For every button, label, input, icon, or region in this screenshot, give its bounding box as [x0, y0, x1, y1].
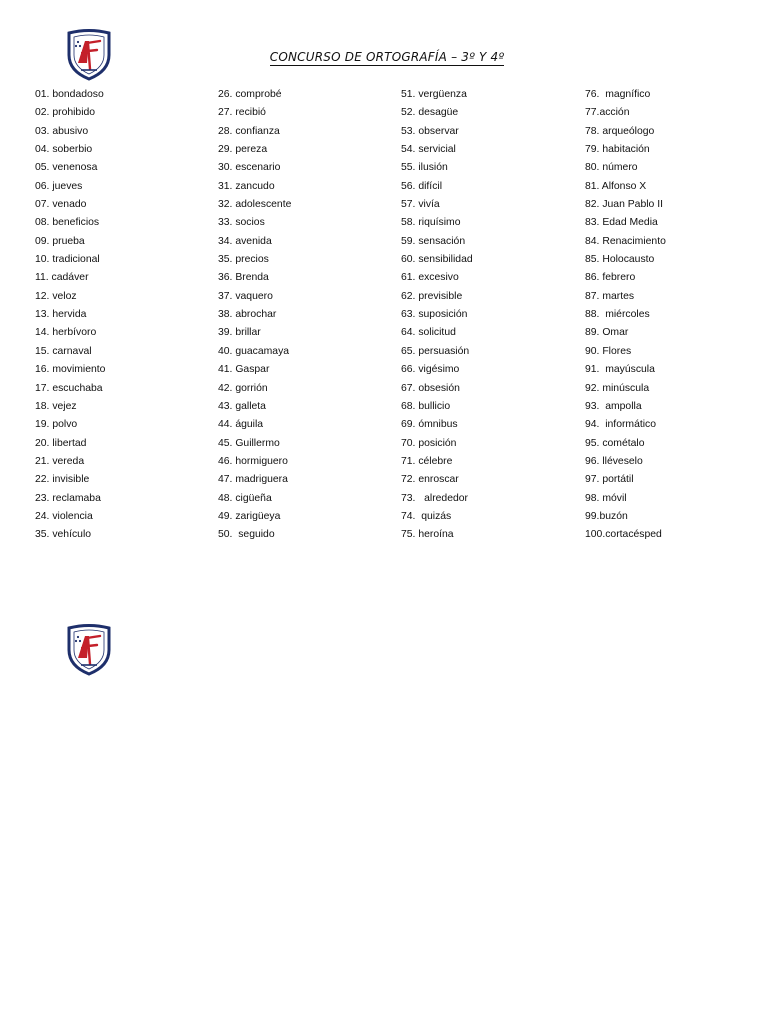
school-crest-icon — [66, 624, 112, 676]
word-list-item: 34. avenida — [218, 235, 272, 247]
word-list-item: 14. herbívoro — [35, 327, 97, 339]
word-list-item: 68. bullicio — [401, 400, 451, 412]
word-list-item: 18. vejez — [35, 400, 77, 412]
word-list-item: 21. vereda — [35, 455, 85, 467]
word-list-item: 91. mayúscula — [585, 364, 655, 376]
word-list-item: 94. informático — [585, 419, 657, 431]
word-list-item: 95. cométalo — [585, 437, 645, 449]
word-list-item: 72. enroscar — [401, 474, 459, 486]
word-list-item: 56. difícil — [401, 180, 443, 192]
word-list-item: 27. recibió — [218, 107, 266, 119]
word-list-column-4 — [585, 86, 666, 545]
word-list-item: 78. arqueólogo — [585, 125, 655, 137]
word-list-item: 67. obsesión — [401, 382, 460, 394]
word-list-item: 43. galleta — [218, 400, 266, 412]
word-list-item: 79. habitación — [585, 144, 650, 156]
word-list-item: 12. veloz — [35, 290, 77, 302]
word-list-item: 69. ómnibus — [401, 419, 458, 431]
school-crest-svg — [66, 624, 112, 676]
word-list-item: 38. abrochar — [218, 309, 277, 321]
word-list-item: 84. Renacimiento — [585, 235, 666, 247]
word-list-item: 41. Gaspar — [218, 364, 270, 376]
word-list-item: 85. Holocausto — [585, 254, 655, 266]
word-list-item: 89. Omar — [585, 327, 629, 339]
word-list-item: 07. venado — [35, 199, 87, 211]
word-list-item: 03. abusivo — [35, 125, 89, 137]
word-list-item: 87. martes — [585, 290, 635, 302]
word-list-item: 10. tradicional — [35, 254, 100, 266]
word-list-item: 55. ilusión — [401, 162, 448, 174]
word-list-item: 92. minúscula — [585, 382, 650, 394]
word-list-item: 58. riquísimo — [401, 217, 461, 229]
word-list-item: 57. vivía — [401, 199, 440, 211]
word-list-item: 46. hormiguero — [218, 455, 288, 467]
word-list-item: 99.buzón — [585, 510, 628, 522]
word-list-item: 73. alrededor — [401, 492, 469, 504]
word-list-item: 42. gorrión — [218, 382, 268, 394]
word-list-item: 32. adolescente — [218, 199, 292, 211]
word-list-item: 06. jueves — [35, 180, 83, 192]
word-list-item: 96. lléveselo — [585, 455, 643, 467]
word-list-item: 30. escenario — [218, 162, 281, 174]
word-list-item: 35. vehículo — [35, 529, 92, 541]
word-list-item: 86. febrero — [585, 272, 636, 284]
word-list-item: 100.cortacésped — [585, 529, 662, 541]
word-list-item: 35. precios — [218, 254, 269, 266]
word-list-item: 01. bondadoso — [35, 89, 104, 100]
word-list-item: 49. zarigüeya — [218, 510, 281, 522]
word-list-item: 74. quizás — [401, 510, 452, 522]
word-list-item: 59. sensación — [401, 235, 466, 247]
word-list-item: 53. observar — [401, 125, 459, 137]
word-list-item: 19. polvo — [35, 419, 78, 431]
word-list-item: 40. guacamaya — [218, 345, 290, 357]
word-list-item: 98. móvil — [585, 492, 627, 504]
word-list-item: 08. beneficios — [35, 217, 100, 229]
word-list-item: 52. desagüe — [401, 107, 459, 119]
word-list-item: 39. brillar — [218, 327, 261, 339]
word-list-item: 77.acción — [585, 107, 630, 119]
word-list-item: 15. carnaval — [35, 345, 92, 357]
word-list-item: 33. socios — [218, 217, 265, 229]
word-list-item: 44. águila — [218, 419, 264, 431]
word-list-item: 50. seguido — [218, 529, 275, 541]
word-list-item: 09. prueba — [35, 235, 85, 247]
word-list-item: 82. Juan Pablo II — [585, 199, 663, 211]
word-list-item: 90. Flores — [585, 345, 632, 357]
word-list-item: 05. venenosa — [35, 162, 98, 174]
word-list-item: 81. Alfonso X — [585, 180, 647, 192]
word-list-item: 48. cigüeña — [218, 492, 272, 504]
word-list-column-2 — [218, 86, 291, 545]
word-list-item: 62. previsible — [401, 290, 463, 302]
word-list-item: 80. número — [585, 162, 638, 174]
word-list-item: 47. madriguera — [218, 474, 288, 486]
word-list-item: 13. hervida — [35, 309, 87, 321]
word-list-item: 17. escuchaba — [35, 382, 103, 394]
word-list-item: 65. persuasión — [401, 345, 470, 357]
word-list-item: 23. reclamaba — [35, 492, 101, 504]
word-list-item: 61. excesivo — [401, 272, 459, 284]
word-list-item: 54. servicial — [401, 144, 456, 156]
word-list-item: 29. pereza — [218, 144, 268, 156]
word-list-item: 37. vaquero — [218, 290, 273, 302]
word-list-item: 76. magnífico — [585, 89, 651, 100]
word-list-item: 70. posición — [401, 437, 457, 449]
word-list-item: 36. Brenda — [218, 272, 269, 284]
word-list-item: 11. cadáver — [35, 272, 89, 284]
word-list-column-1 — [35, 86, 105, 545]
word-list-item: 64. solicitud — [401, 327, 456, 339]
word-list-item: 75. heroína — [401, 529, 454, 541]
word-list-item: 16. movimiento — [35, 364, 106, 376]
word-list-item: 31. zancudo — [218, 180, 275, 192]
word-list-item: 20. libertad — [35, 437, 87, 449]
page-title-text: CONCURSO DE ORTOGRAFÍA – 3º Y 4º — [269, 50, 505, 64]
word-list-item: 60. sensibilidad — [401, 254, 473, 266]
word-list-item: 63. suposición — [401, 309, 468, 321]
word-list-item: 88. miércoles — [585, 309, 650, 321]
word-list-item: 02. prohibido — [35, 107, 96, 119]
word-list-item: 97. portátil — [585, 474, 634, 486]
word-list-item: 71. célebre — [401, 455, 453, 467]
word-list-item: 28. confianza — [218, 125, 280, 137]
word-list-item: 51. vergüenza — [401, 89, 467, 100]
word-list-item: 93. ampolla — [585, 400, 642, 412]
word-list-item: 26. comprobé — [218, 89, 282, 100]
page-title — [0, 50, 768, 66]
word-list-column-3 — [401, 86, 473, 545]
word-list-item: 66. vigésimo — [401, 364, 460, 376]
word-list-item: 22. invisible — [35, 474, 90, 486]
word-list-item: 24. violencia — [35, 510, 93, 522]
word-list-item: 04. soberbio — [35, 144, 93, 156]
word-list-item: 83. Edad Media — [585, 217, 658, 229]
word-list-item: 45. Guillermo — [218, 437, 280, 449]
